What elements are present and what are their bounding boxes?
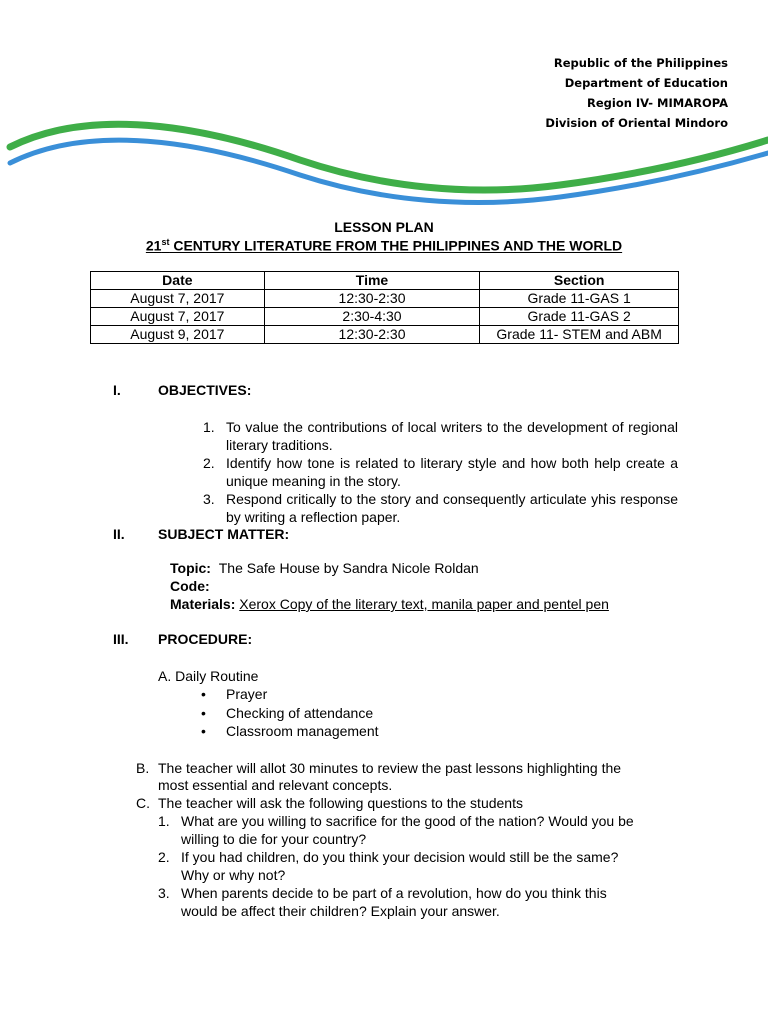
bullet-icon: • bbox=[201, 705, 206, 721]
procedure-c-text: The teacher will ask the following questions to the students bbox=[158, 795, 523, 811]
section-heading-subject: SUBJECT MATTER: bbox=[158, 526, 290, 542]
letterhead-line-country: Republic of the Philippines bbox=[553, 56, 728, 70]
objectives-list bbox=[183, 419, 678, 527]
column-header-section: Section bbox=[480, 272, 679, 290]
topic-label: Topic: bbox=[170, 560, 211, 576]
question-line: would be affect their children? Explain your answer. bbox=[181, 903, 500, 919]
procedure-b-label: B. bbox=[136, 760, 150, 776]
bullet-icon: • bbox=[201, 686, 206, 702]
list-item bbox=[183, 455, 678, 490]
table-row bbox=[91, 308, 679, 326]
column-header-time: Time bbox=[264, 272, 480, 290]
table-header-row bbox=[91, 272, 679, 290]
question-line: When parents decide to be part of a revolution, how do you think this bbox=[181, 885, 607, 901]
question-line: Why or why not? bbox=[181, 867, 286, 883]
list-item-text: Identify how tone is related to literary style and how both help create a unique meaning in the story. bbox=[226, 455, 678, 489]
cell-time: 2:30-4:30 bbox=[264, 308, 480, 326]
cell-section: Grade 11-GAS 1 bbox=[480, 290, 679, 308]
section-numeral-procedure: III. bbox=[113, 631, 129, 647]
document-title: LESSON PLAN bbox=[334, 219, 434, 235]
subject-topic bbox=[170, 560, 479, 578]
code-label: Code: bbox=[170, 578, 210, 594]
procedure-b-line1: The teacher will allot 30 minutes to review the past lessons highlighting the bbox=[158, 760, 622, 776]
list-item bbox=[183, 491, 678, 526]
cell-date: August 7, 2017 bbox=[91, 290, 265, 308]
table-row bbox=[91, 290, 679, 308]
list-item-number: 2. bbox=[203, 455, 215, 471]
section-numeral-subject: II. bbox=[113, 526, 125, 542]
cell-section: Grade 11- STEM and ABM bbox=[480, 326, 679, 344]
list-item-number: 1. bbox=[203, 419, 215, 435]
course-title-number: 21 bbox=[145, 237, 162, 254]
decorative-wave bbox=[0, 105, 768, 215]
bullet-text: Prayer bbox=[226, 686, 268, 702]
procedure-c-label: C. bbox=[136, 795, 150, 811]
procedure-a bbox=[158, 668, 258, 686]
cell-date: August 9, 2017 bbox=[91, 326, 265, 344]
procedure-a-text: Daily Routine bbox=[175, 668, 259, 684]
question-number: 3. bbox=[158, 885, 170, 901]
cell-time: 12:30-2:30 bbox=[264, 290, 480, 308]
procedure-b-line2: most essential and relevant concepts. bbox=[158, 777, 393, 793]
letterhead-line-department: Department of Education bbox=[564, 76, 728, 90]
bullet-icon: • bbox=[201, 723, 206, 739]
letterhead-line-division: Division of Oriental Mindoro bbox=[545, 116, 728, 130]
section-heading-objectives: OBJECTIVES: bbox=[158, 382, 252, 398]
letterhead-line-region: Region IV- MIMAROPA bbox=[586, 96, 728, 110]
question-line: willing to die for your country? bbox=[181, 831, 367, 847]
topic-value: The Safe House by Sandra Nicole Roldan bbox=[218, 560, 479, 576]
list-item-text: To value the contributions of local writers to the development of regional literary traditions. bbox=[226, 419, 678, 453]
bullet-text: Checking of attendance bbox=[226, 705, 374, 721]
section-heading-procedure: PROCEDURE: bbox=[158, 631, 253, 647]
materials-label: Materials: bbox=[170, 596, 236, 612]
subject-materials bbox=[170, 596, 609, 614]
section-numeral-objectives: I. bbox=[113, 382, 121, 398]
table-row bbox=[91, 326, 679, 344]
list-item-text: Respond critically to the story and consequently articulate yhis response by writing a reflection paper. bbox=[226, 491, 678, 525]
procedure-a-label: A. bbox=[158, 668, 172, 684]
schedule-table bbox=[90, 271, 679, 344]
course-title-ordinal: st bbox=[161, 237, 170, 247]
list-item bbox=[201, 723, 379, 741]
list-item-number: 3. bbox=[203, 491, 215, 507]
question-number: 1. bbox=[158, 813, 170, 829]
cell-date: August 7, 2017 bbox=[91, 308, 265, 326]
list-item bbox=[183, 419, 678, 454]
list-item bbox=[201, 705, 373, 723]
course-title bbox=[0, 237, 768, 254]
bullet-text: Classroom management bbox=[226, 723, 379, 739]
question-line: What are you willing to sacrifice for the good of the nation? Would you be bbox=[181, 813, 634, 829]
list-item bbox=[201, 686, 267, 704]
cell-time: 12:30-2:30 bbox=[264, 326, 480, 344]
materials-value: Xerox Copy of the literary text, manila paper and pentel pen bbox=[239, 596, 609, 612]
subject-code bbox=[170, 578, 210, 596]
question-line: If you had children, do you think your decision would still be the same? bbox=[181, 849, 619, 865]
course-title-text: CENTURY LITERATURE FROM THE PHILIPPINES AND THE WORLD bbox=[169, 237, 623, 254]
cell-section: Grade 11-GAS 2 bbox=[480, 308, 679, 326]
column-header-date: Date bbox=[91, 272, 265, 290]
question-number: 2. bbox=[158, 849, 170, 865]
